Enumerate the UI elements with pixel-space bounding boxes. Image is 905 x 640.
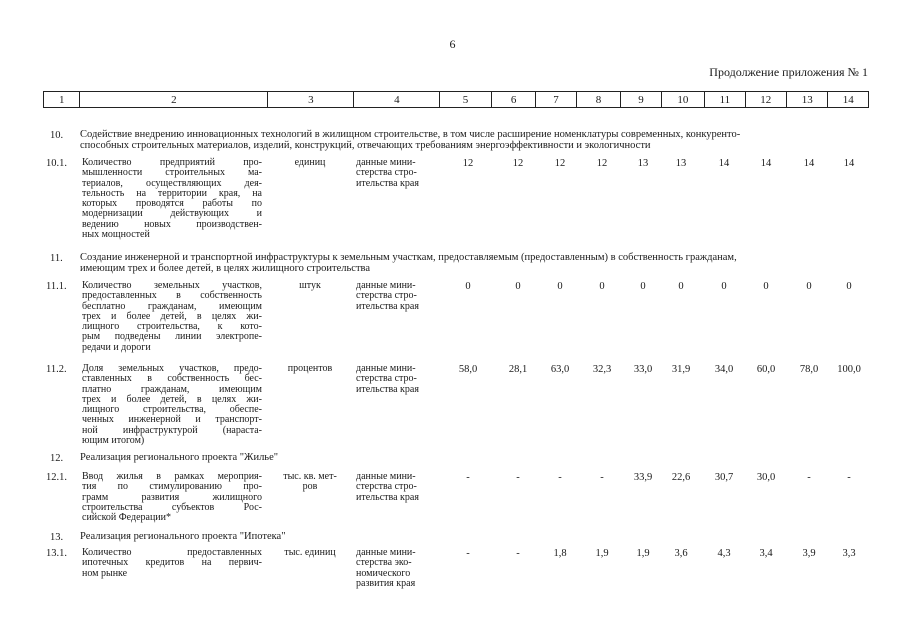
unit-of-measure bbox=[268, 281, 352, 291]
source-line: номического bbox=[356, 567, 411, 579]
data-source bbox=[356, 364, 438, 395]
section-title bbox=[80, 130, 740, 151]
unit-line: тыс. единиц bbox=[284, 547, 336, 558]
indicator-name-line: лищного строительства, обеспе- bbox=[82, 404, 262, 416]
indicator-name-line: бесплатно гражданам, имеющим bbox=[82, 300, 262, 312]
indicator-name-line: трех и более детей, в целях жи- bbox=[82, 393, 262, 405]
row-number: 11.1. bbox=[46, 281, 67, 292]
indicator-name-line: мышленности строительных ма- bbox=[82, 167, 262, 179]
value-cell: - bbox=[558, 472, 562, 483]
indicator-name-line: предоставленных в собственность bbox=[82, 290, 262, 302]
indicator-name-line: строительства субъектов Рос- bbox=[82, 501, 262, 513]
value-cell: 100,0 bbox=[837, 364, 861, 375]
indicator-name bbox=[82, 548, 262, 579]
section-number: 13. bbox=[50, 532, 64, 543]
value-cell: 0 bbox=[806, 281, 812, 292]
source-line: стерства эко- bbox=[356, 557, 412, 569]
source-line: данные мини- bbox=[356, 471, 416, 482]
value-cell: 78,0 bbox=[799, 364, 819, 375]
indicator-name bbox=[82, 158, 262, 240]
value-cell: 3,9 bbox=[802, 548, 816, 559]
value-cell: 3,4 bbox=[759, 548, 773, 559]
value-cell: 0 bbox=[465, 281, 471, 292]
section-title bbox=[80, 253, 737, 274]
source-line: ительства края bbox=[356, 300, 419, 312]
unit-line: процентов bbox=[287, 363, 333, 374]
unit-line: штук bbox=[299, 280, 321, 291]
unit-line: ров bbox=[302, 481, 318, 493]
column-number-row bbox=[44, 92, 869, 108]
value-cell: 33,0 bbox=[633, 364, 653, 375]
value-cell: 0 bbox=[763, 281, 769, 292]
value-cell: 3,3 bbox=[842, 548, 856, 559]
source-line: данные мини- bbox=[356, 157, 416, 168]
continuation-label: Продолжение приложения № 1 bbox=[709, 65, 868, 79]
value-cell: 60,0 bbox=[756, 364, 776, 375]
row-number: 11.2. bbox=[46, 364, 67, 375]
indicator-name-line: тия по стимулированию про- bbox=[82, 481, 262, 493]
header-col-8: 8 bbox=[576, 92, 620, 108]
value-cell: 30,7 bbox=[714, 472, 734, 483]
section-number: 10. bbox=[50, 130, 64, 141]
indicator-name-line: ном рынке bbox=[82, 567, 128, 579]
value-cell: 63,0 bbox=[550, 364, 570, 375]
value-cell: 14 bbox=[843, 158, 855, 169]
header-col-12: 12 bbox=[745, 92, 786, 108]
indicator-name-line: грамм развития жилищного bbox=[82, 491, 262, 503]
header-col-2: 2 bbox=[80, 92, 268, 108]
value-cell: 12 bbox=[596, 158, 608, 169]
indicator-name-line: Количество предприятий про- bbox=[82, 157, 262, 168]
page-number: 6 bbox=[449, 37, 456, 51]
source-line: ительства края bbox=[356, 383, 419, 395]
value-cell: 0 bbox=[721, 281, 727, 292]
indicator-name-line: редачи и дороги bbox=[82, 341, 151, 353]
indicator-name-line: ведению новых производствен- bbox=[82, 218, 262, 230]
header-col-13: 13 bbox=[787, 92, 828, 108]
value-cell: - bbox=[600, 472, 604, 483]
value-cell: 32,3 bbox=[592, 364, 612, 375]
unit-of-measure bbox=[268, 364, 352, 374]
header-col-5: 5 bbox=[440, 92, 492, 108]
value-cell: 4,3 bbox=[717, 548, 731, 559]
section-title-line: Реализация регионального проекта "Жилье" bbox=[80, 452, 279, 463]
indicator-name bbox=[82, 472, 262, 523]
indicator-name-line: Ввод жилья в рамках мероприя- bbox=[82, 471, 262, 482]
section-title bbox=[80, 453, 278, 464]
value-cell: 3,6 bbox=[674, 548, 688, 559]
row-number: 12.1. bbox=[46, 472, 67, 483]
indicator-name-line: ченных инженерной и транспорт- bbox=[82, 414, 262, 426]
value-cell: 13 bbox=[637, 158, 649, 169]
value-cell: - bbox=[847, 472, 851, 483]
value-cell: 12 bbox=[554, 158, 566, 169]
value-cell: 14 bbox=[718, 158, 730, 169]
value-cell: 0 bbox=[599, 281, 605, 292]
indicator-name-line: тельность на территории края, на bbox=[82, 187, 262, 199]
header-col-7: 7 bbox=[536, 92, 576, 108]
header-col-11: 11 bbox=[705, 92, 745, 108]
indicator-name-line: лищного строительства, к кото- bbox=[82, 321, 262, 333]
indicator-name-line: которых проводятся работы по bbox=[82, 198, 262, 210]
unit-line: тыс. кв. мет- bbox=[283, 471, 337, 482]
indicator-name-line: ипотечных кредитов на первич- bbox=[82, 557, 262, 569]
indicator-name-line: сийской Федерации* bbox=[82, 512, 172, 524]
source-line: данные мини- bbox=[356, 363, 416, 374]
indicator-name-line: ющим итогом) bbox=[82, 435, 145, 447]
source-line: данные мини- bbox=[356, 547, 416, 558]
section-number: 12. bbox=[50, 453, 64, 464]
value-cell: 12 bbox=[512, 158, 524, 169]
value-cell: - bbox=[466, 548, 470, 559]
indicator-name bbox=[82, 281, 262, 353]
indicator-name-line: ных мощностей bbox=[82, 229, 150, 241]
value-cell: 34,0 bbox=[714, 364, 734, 375]
header-col-14: 14 bbox=[828, 92, 869, 108]
row-number: 10.1. bbox=[46, 158, 67, 169]
source-line: стерства стро- bbox=[356, 290, 417, 302]
section-title-line: Создание инженерной и транспортной инфраструктуры к земельным участкам, предоставляемым (предоставленным) в собственность гражданам, bbox=[80, 252, 737, 263]
value-cell: 1,9 bbox=[636, 548, 650, 559]
value-cell: 30,0 bbox=[756, 472, 776, 483]
source-line: стерства стро- bbox=[356, 373, 417, 385]
value-cell: 14 bbox=[803, 158, 815, 169]
indicator-name-line: платно гражданам, имеющим bbox=[82, 383, 262, 395]
value-cell: 0 bbox=[678, 281, 684, 292]
header-col-1: 1 bbox=[44, 92, 80, 108]
unit-of-measure bbox=[268, 472, 352, 493]
header-col-10: 10 bbox=[661, 92, 704, 108]
indicator-name-line: трех и более детей, в целях жи- bbox=[82, 310, 262, 322]
section-title bbox=[80, 532, 286, 543]
header-row-table bbox=[43, 91, 869, 108]
value-cell: 1,8 bbox=[553, 548, 567, 559]
value-cell: - bbox=[466, 472, 470, 483]
unit-of-measure bbox=[268, 548, 352, 558]
indicator-name bbox=[82, 364, 262, 446]
section-title-line: Содействие внедрению инновационных технологий в жилищном строительстве, в том числе расширение номенклатуры современных, конкуренто- bbox=[80, 129, 741, 140]
source-line: стерства стро- bbox=[356, 481, 417, 493]
value-cell: - bbox=[807, 472, 811, 483]
value-cell: 0 bbox=[846, 281, 852, 292]
indicator-name-line: Количество предоставленных bbox=[82, 547, 262, 558]
value-cell: - bbox=[516, 472, 520, 483]
data-source bbox=[356, 281, 438, 312]
unit-line: единиц bbox=[294, 157, 326, 168]
indicator-name-line: модернизации действующих и bbox=[82, 208, 262, 220]
value-cell: - bbox=[516, 548, 520, 559]
indicator-name-line: ной инфраструктурой (нараста- bbox=[82, 424, 262, 436]
source-line: данные мини- bbox=[356, 280, 416, 291]
value-cell: 12 bbox=[462, 158, 474, 169]
source-line: ительства края bbox=[356, 491, 419, 503]
value-cell: 13 bbox=[675, 158, 687, 169]
unit-of-measure bbox=[268, 158, 352, 168]
value-cell: 22,6 bbox=[671, 472, 691, 483]
header-col-4: 4 bbox=[354, 92, 440, 108]
value-cell: 33,9 bbox=[633, 472, 653, 483]
data-source bbox=[356, 472, 438, 503]
header-col-9: 9 bbox=[621, 92, 661, 108]
section-number: 11. bbox=[50, 253, 63, 264]
source-line: развития края bbox=[356, 577, 416, 589]
row-number: 13.1. bbox=[46, 548, 67, 559]
data-source bbox=[356, 158, 438, 189]
value-cell: 28,1 bbox=[508, 364, 528, 375]
data-source bbox=[356, 548, 438, 589]
value-cell: 0 bbox=[557, 281, 563, 292]
indicator-name-line: Количество земельных участков, bbox=[82, 280, 262, 291]
header-col-3: 3 bbox=[268, 92, 354, 108]
section-title-line: способных строительных материалов, изделий, конструкций, отвечающих требованиям энергоэффективности и экологичности bbox=[80, 139, 651, 151]
header-col-6: 6 bbox=[491, 92, 535, 108]
source-line: стерства стро- bbox=[356, 167, 417, 179]
value-cell: 14 bbox=[760, 158, 772, 169]
value-cell: 58,0 bbox=[458, 364, 478, 375]
source-line: ительства края bbox=[356, 177, 419, 189]
value-cell: 0 bbox=[515, 281, 521, 292]
value-cell: 0 bbox=[640, 281, 646, 292]
section-title-line: Реализация регионального проекта "Ипотека" bbox=[80, 531, 286, 542]
section-title-line: имеющим трех и более детей, в целях жилищного строительства bbox=[80, 262, 371, 274]
indicator-name-line: рым подведены линии электропе- bbox=[82, 331, 262, 343]
indicator-name-line: ставленных в собственность бес- bbox=[82, 373, 262, 385]
value-cell: 31,9 bbox=[671, 364, 691, 375]
indicator-name-line: териалов, осуществляющих дея- bbox=[82, 177, 262, 189]
value-cell: 1,9 bbox=[595, 548, 609, 559]
indicator-name-line: Доля земельных участков, предо- bbox=[82, 363, 262, 374]
